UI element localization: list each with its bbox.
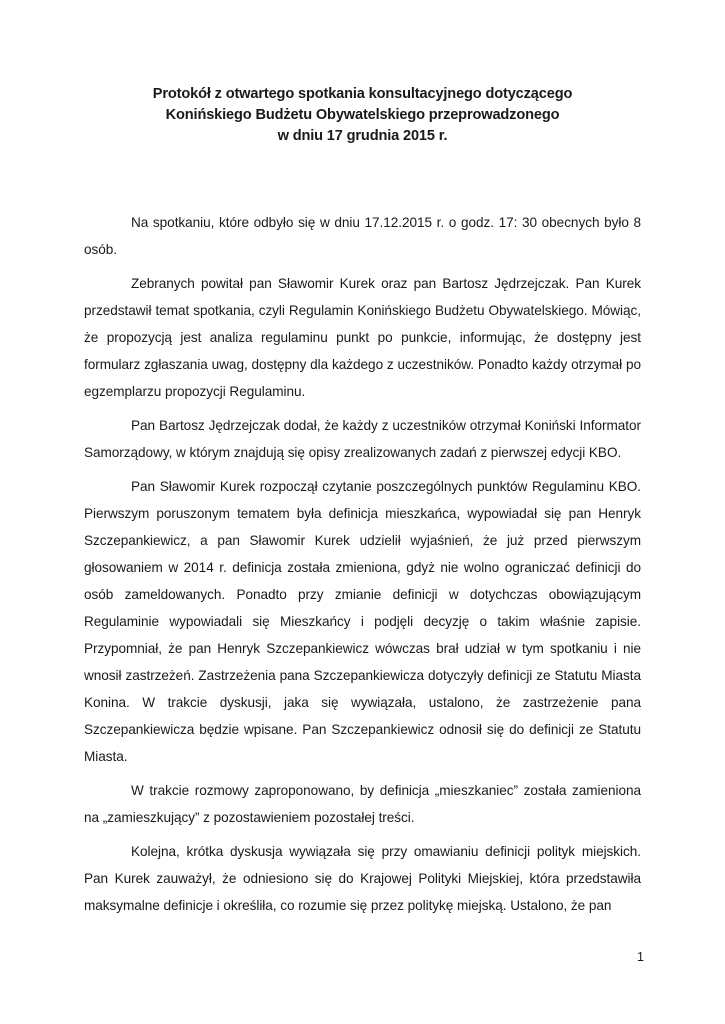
paragraph-definition-discussion: Pan Sławomir Kurek rozpoczął czytanie poszczególnych punktów Regulaminu KBO. Pierwszym poruszonym tematem była definicja mieszkańca, wypowiadał się pan Henryk Szczepankiewicz, a pan Sławomir Kurek udzielił wyjaśnień, że już przed pierwszym głosowaniem w 2014 r. definicja została zmieniona, gdyż nie wolno ograniczać definicji do osób zameldowanych. Ponadto przy zmianie definicji w dotychczas obowiązującym Regulaminie wypowiadali się Mieszkańcy i podjęli decyzję o takim właśnie zapisie. Przypomniał, że pan Henryk Szczepankiewicz wówczas brał udział w tym spotkaniu i nie wnosił zastrzeżeń. Zastrzeżenia pana Szczepankiewicza dotyczyły definicji ze Statutu Miasta Konina. W trakcie dyskusji, jaka się wywiązała, ustalono, że zastrzeżenie pana Szczepankiewicza będzie wpisane. Pan Szczepankiewicz odnosił się do definicji ze Statutu Miasta. <box>84 479 641 764</box>
document-title <box>84 84 641 147</box>
paragraph-welcome: Zebranych powitał pan Sławomir Kurek oraz pan Bartosz Jędrzejczak. Pan Kurek przedstawił temat spotkania, czyli Regulamin Konińskiego Budżetu Obywatelskiego. Mówiąc, że propozycją jest analiza regulaminu punkt po punkcie, informując, że dostępny jest formularz zgłaszania uwag, dostępny dla każdego z uczestników. Ponadto każdy otrzymał po egzemplarzu propozycji Regulaminu. <box>84 276 641 399</box>
title-line-2: Konińskiego Budżetu Obywatelskiego przeprowadzonego <box>165 107 560 123</box>
page-number: 1 <box>637 950 644 964</box>
title-line-1: Protokół z otwartego spotkania konsultacyjnego dotyczącego <box>152 86 573 102</box>
paragraph-definition-proposal: W trakcie rozmowy zaproponowano, by definicja „mieszkaniec” została zamieniona na „zamieszkujący” z pozostawieniem pozostałej treści. <box>84 783 641 825</box>
paragraph-informator: Pan Bartosz Jędrzejczak dodał, że każdy z uczestników otrzymał Koniński Informator Samorządowy, w którym znajdują się opisy zrealizowanych zadań z pierwszej edycji KBO. <box>84 418 641 460</box>
paragraph-attendance: Na spotkaniu, które odbyło się w dniu 17.12.2015 r. o godz. 17: 30 obecnych było 8 osób. <box>84 215 641 257</box>
paragraph-urban-policy: Kolejna, krótka dyskusja wywiązała się przy omawianiu definicji polityk miejskich. Pan Kurek zauważył, że odniesiono się do Krajowej Polityki Miejskiej, która przedstawiła maksymalne definicje i określiła, co rozumie się przez politykę miejską. Ustalono, że pan <box>84 844 641 913</box>
title-line-3: w dniu 17 grudnia 2015 r. <box>277 128 448 144</box>
document-body <box>84 209 641 926</box>
